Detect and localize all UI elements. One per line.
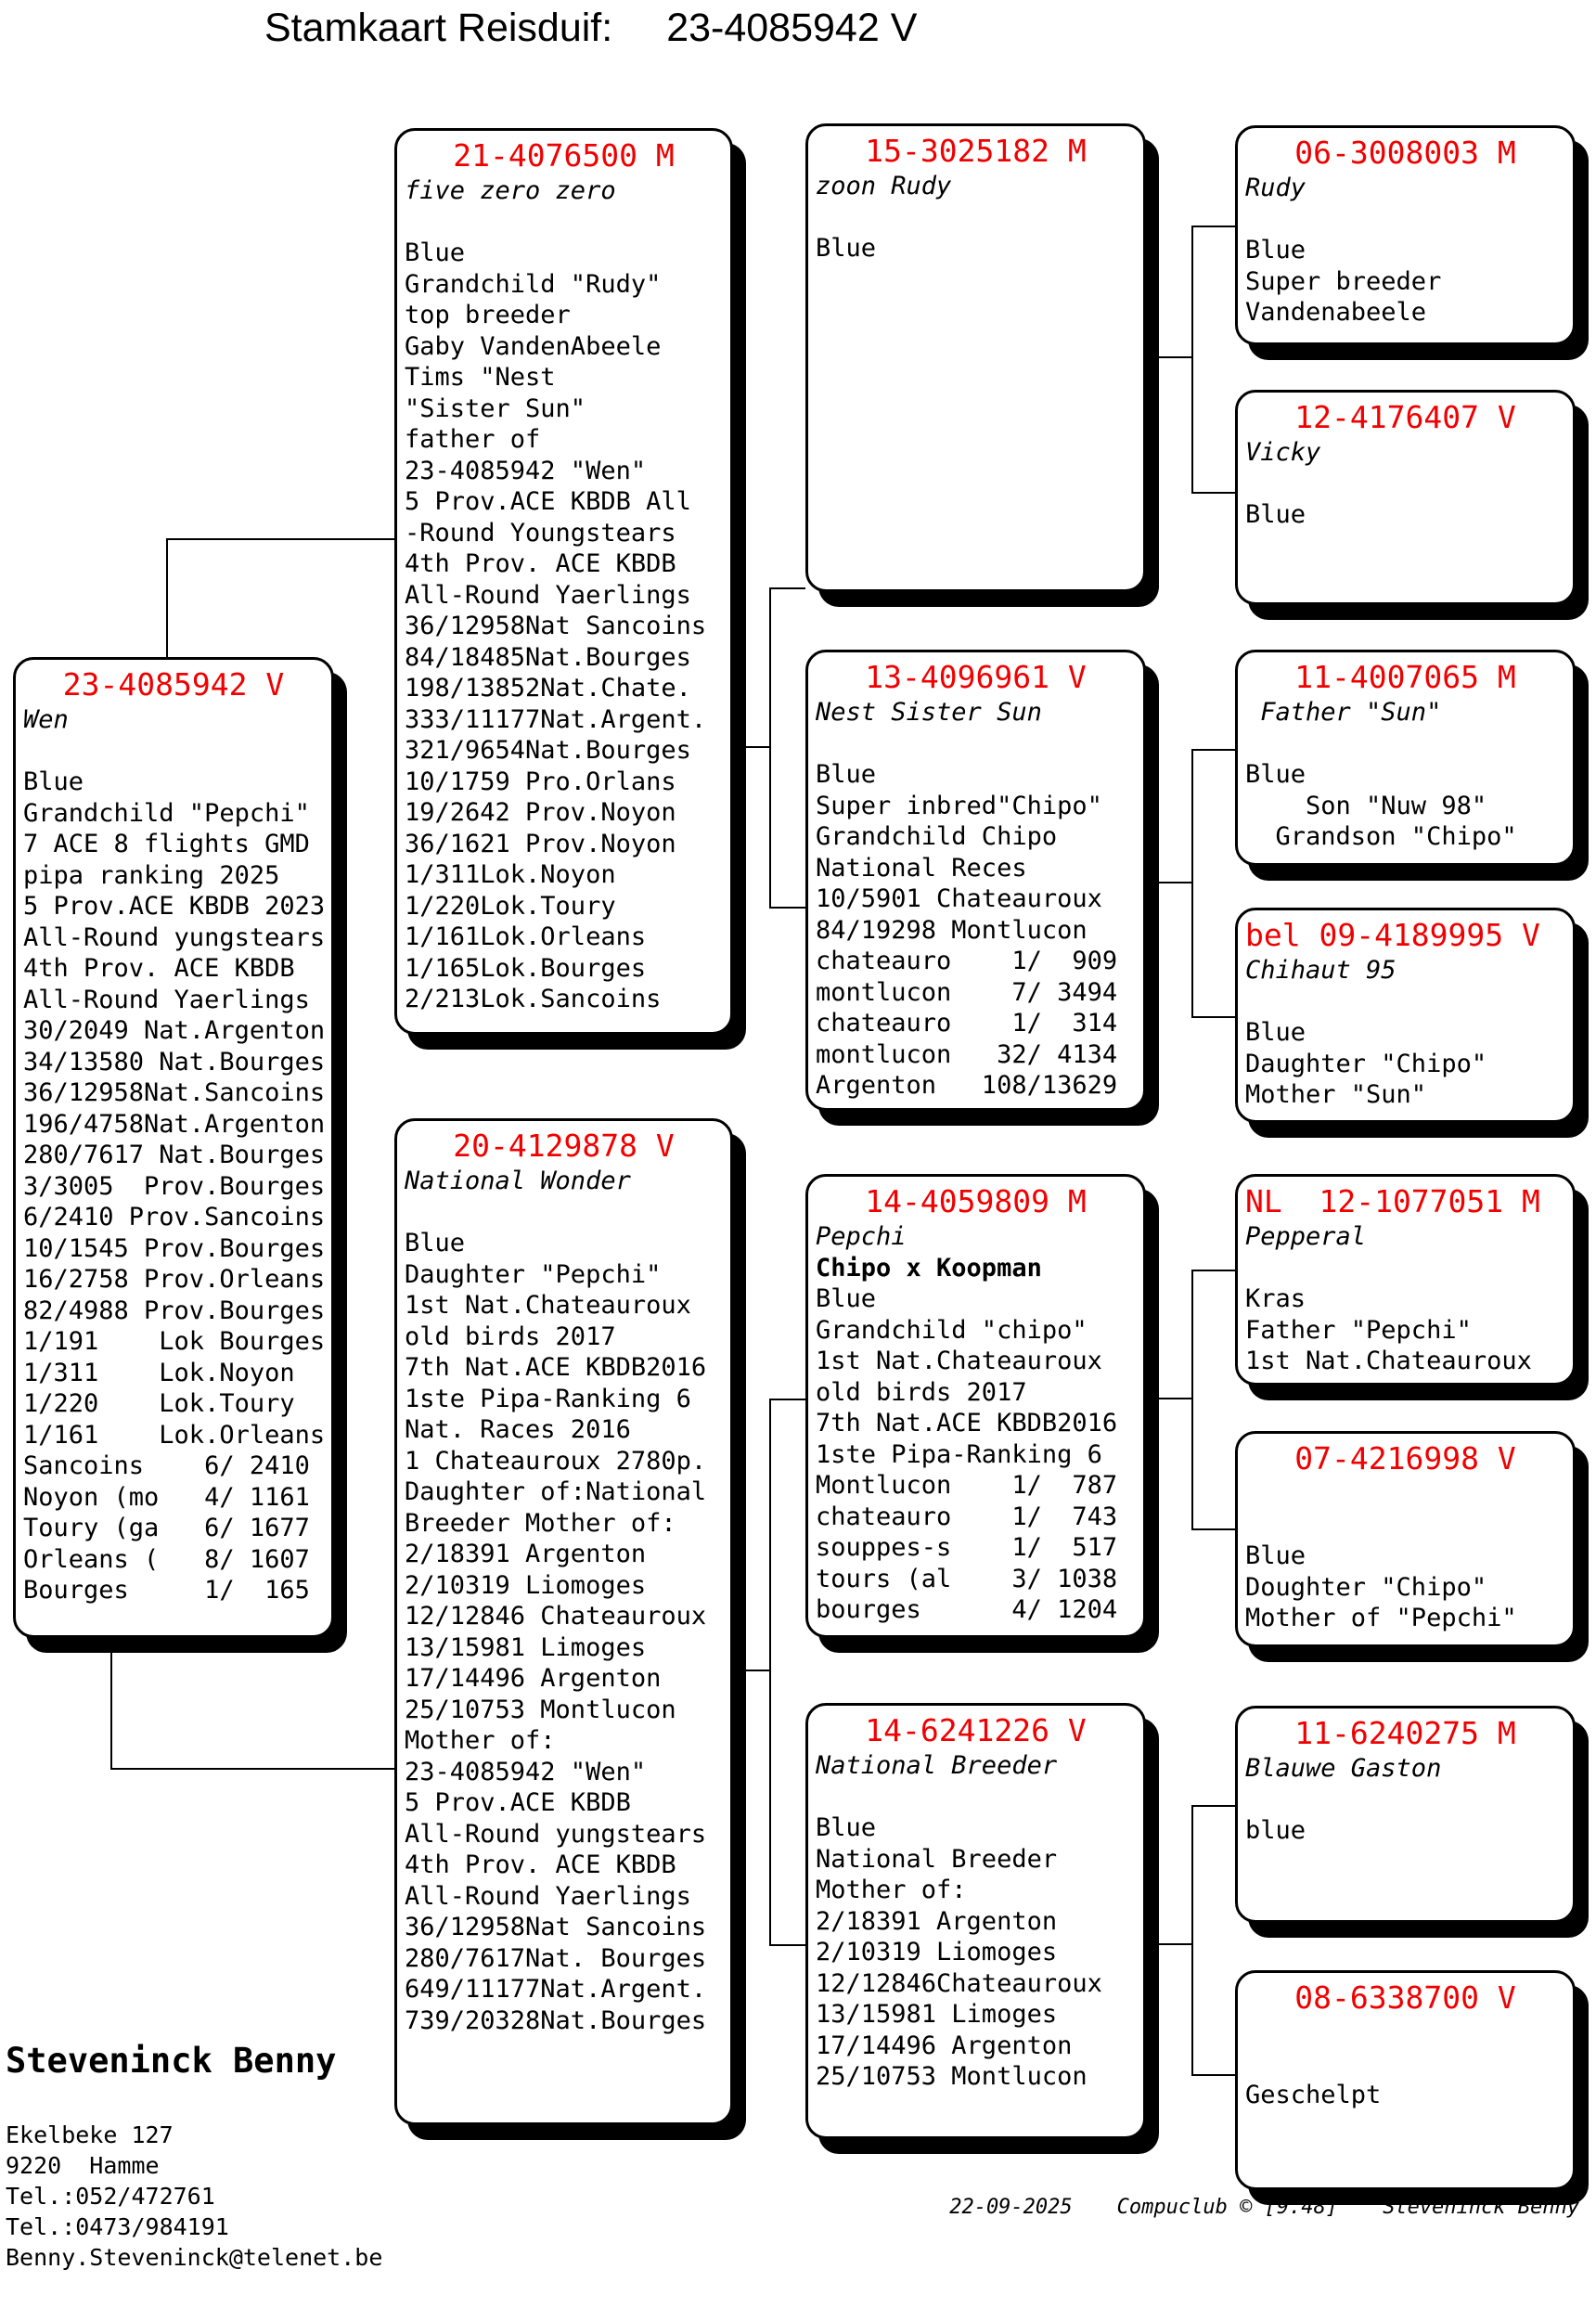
ring-number: 12-4176407 V	[1294, 399, 1516, 435]
info-line: Grandchild "Pepchi"	[23, 798, 310, 828]
info-line: 84/18485Nat.Bourges	[405, 642, 691, 672]
connector-line	[1191, 1270, 1235, 1271]
info-line: 649/11177Nat.Argent.	[405, 1975, 707, 2004]
connector-line	[1191, 226, 1235, 227]
info-line	[405, 207, 723, 239]
info-line: 280/7617Nat. Bourges	[405, 1943, 707, 1973]
owner-name: Steveninck Benny	[6, 2041, 337, 2081]
info-line: Grandchild "Rudy"	[405, 269, 662, 299]
info-line: montlucon 7/ 3494	[816, 977, 1118, 1007]
info-line: Mother of:	[405, 1726, 556, 1755]
info-line: 17/14496 Argenton	[405, 1664, 662, 1693]
pedigree-box-b14b	[805, 1703, 1146, 2139]
ring-number: 14-6241226 V	[865, 1712, 1087, 1748]
info-line: 5 Prov.ACE KBDB All	[405, 487, 691, 516]
info-line: Daughter "Pepchi"	[405, 1259, 662, 1289]
info-line: Blue	[1245, 1018, 1306, 1047]
info-line: All-Round yungstears	[23, 922, 326, 952]
info-line: 30/2049 Nat.Argenton	[23, 1016, 326, 1045]
page-title	[264, 6, 917, 51]
info-line: -Round Youngstears	[405, 518, 676, 548]
info-line: Tims "Nest	[405, 363, 556, 392]
pigeon-name: Pepchi	[816, 1222, 907, 1251]
info-line	[816, 729, 1136, 760]
info-line: pipa ranking 2025	[23, 860, 280, 890]
info-line: 321/9654Nat.Bourges	[405, 736, 691, 765]
info-line: 4th Prov. ACE KBDB	[23, 954, 295, 983]
ring-number: 15-3025182 M	[865, 133, 1087, 169]
connector-line	[1191, 1528, 1235, 1530]
title-ring-number: 23-4085942 V	[666, 6, 918, 50]
pedigree-box-b20	[394, 1118, 733, 2125]
info-line	[1245, 2049, 1565, 2081]
pigeon-name	[1245, 1478, 1565, 1510]
connector-line	[1146, 1943, 1192, 1945]
info-line: 25/10753 Montlucon	[405, 1695, 676, 1724]
info-line: 2/10319 Liomoges	[405, 1570, 647, 1600]
info-line: 1/165Lok.Bourges	[405, 953, 647, 983]
pedigree-box-b11b	[1235, 1706, 1576, 1923]
pedigree-box-b08	[1235, 1970, 1576, 2190]
info-line: Noyon (mo 4/ 1161	[23, 1482, 310, 1512]
pedigree-box-b14a	[805, 1174, 1146, 1638]
info-line: 17/14496 Argenton	[816, 2031, 1073, 2060]
connector-line	[733, 1670, 770, 1671]
pigeon-name: National Wonder	[405, 1167, 631, 1195]
connector-line	[769, 587, 805, 589]
info-line: Blue	[816, 1284, 877, 1313]
info-line: 1/161 Lok.Orleans	[23, 1420, 326, 1450]
info-line: Orleans ( 8/ 1607	[23, 1544, 310, 1574]
info-line	[1245, 204, 1565, 236]
pigeon-name: Blauwe Gaston	[1245, 1754, 1442, 1783]
info-line: 1ste Pipa-Ranking 6	[405, 1384, 691, 1413]
info-line: old birds 2017	[816, 1377, 1027, 1407]
connector-line	[1191, 1270, 1193, 1530]
info-line: 23-4085942 "Wen"	[405, 1757, 647, 1786]
pedigree-box-b09	[1235, 908, 1576, 1123]
info-line: 198/13852Nat.Chate.	[405, 674, 691, 703]
pedigree-box-b21	[394, 128, 733, 1035]
pedigree-box-b07	[1235, 1431, 1576, 1647]
connector-line	[1191, 226, 1193, 494]
pedigree-box-b11	[1235, 650, 1576, 866]
info-line: souppes-s 1/ 517	[816, 1533, 1118, 1562]
info-line	[405, 1197, 723, 1229]
info-line: 1/220Lok.Toury	[405, 891, 616, 921]
info-line: Father "Pepchi"	[1245, 1315, 1472, 1345]
info-line: Grandson "Chipo"	[1245, 822, 1517, 851]
connector-line	[769, 1399, 805, 1400]
info-line: Blue	[816, 234, 877, 263]
info-line: Grandchild Chipo	[816, 822, 1058, 851]
pedigree-box-b23	[13, 657, 334, 1638]
owner-address-line: Benny.Steveninck@telenet.be	[6, 2244, 383, 2271]
info-line: Blue	[405, 1229, 466, 1257]
connector-line	[769, 587, 771, 909]
connector-line	[110, 1636, 112, 1770]
info-line: Blue	[816, 760, 877, 789]
info-line: Toury (ga 6/ 1677	[23, 1514, 310, 1542]
info-line: Mother of:	[816, 1876, 967, 1904]
info-line	[1245, 729, 1565, 760]
info-line: National Reces	[816, 853, 1027, 883]
info-line: 1st Nat.Chateauroux	[816, 1347, 1102, 1375]
pedigree-box-b06	[1235, 125, 1576, 345]
pedigree-box-b13	[805, 650, 1146, 1111]
connector-line	[733, 746, 770, 748]
info-line: father of	[405, 425, 541, 454]
ring-number: 06-3008003 M	[1294, 135, 1516, 171]
info-line: All-Round Yaerlings	[405, 580, 691, 610]
info-line: chateauro 1/ 743	[816, 1502, 1118, 1531]
owner-address-line: Ekelbeke 127	[6, 2121, 174, 2148]
pigeon-subname: Chipo x Koopman	[816, 1253, 1042, 1283]
connector-line	[166, 538, 394, 540]
ring-number: 07-4216998 V	[1294, 1440, 1516, 1476]
info-line: montlucon 32/ 4134	[816, 1039, 1118, 1069]
info-line: Grandchild "chipo"	[816, 1315, 1088, 1345]
info-line: 2/10319 Liomoges	[816, 1938, 1058, 1966]
info-line: 1st Nat.Chateauroux	[1245, 1347, 1532, 1375]
info-line: Blue	[1245, 500, 1306, 529]
info-line: 36/12958Nat.Sancoins	[23, 1078, 326, 1107]
info-line: 280/7617 Nat.Bourges	[23, 1141, 326, 1169]
info-line	[1245, 1253, 1565, 1284]
info-line: 1ste Pipa-Ranking 6	[816, 1439, 1102, 1469]
info-line: All-Round Yaerlings	[23, 985, 310, 1014]
pigeon-name: zoon Rudy	[816, 172, 952, 200]
info-line: tours (al 3/ 1038	[816, 1564, 1118, 1593]
info-line: 1/311Lok.Noyon	[405, 860, 616, 889]
info-line: All-Round Yaerlings	[405, 1881, 691, 1911]
connector-line	[1191, 749, 1235, 751]
pedigree-box-b15	[805, 123, 1146, 592]
info-line	[1245, 469, 1565, 500]
info-line	[23, 736, 324, 767]
info-line: Blue	[816, 1813, 877, 1842]
ring-number: 23-4085942 V	[62, 666, 285, 703]
info-line: 10/5901 Chateauroux	[816, 884, 1102, 913]
footer-app-version: Compuclub © [9.48]	[1116, 2196, 1339, 2219]
info-line: 23-4085942 "Wen"	[405, 456, 647, 485]
info-line	[816, 1782, 1136, 1813]
info-line: Blue	[23, 767, 84, 796]
ring-number: NL 12-1077051 M	[1245, 1183, 1540, 1219]
info-line: chateauro 1/ 909	[816, 947, 1118, 975]
pedigree-box-b12	[1235, 390, 1576, 605]
owner-address-line: Tel.:052/472761	[6, 2183, 215, 2210]
info-line: Super breeder	[1245, 266, 1442, 296]
info-line: Gaby VandenAbeele	[405, 331, 662, 361]
ring-number: 11-4007065 M	[1294, 659, 1516, 695]
connector-line	[1146, 1398, 1192, 1399]
pigeon-name: Pepperal	[1245, 1222, 1367, 1251]
info-line: 36/12958Nat Sancoins	[405, 612, 707, 640]
info-line: 13/15981 Limoges	[816, 2000, 1058, 2029]
info-line: Blue	[1245, 1541, 1306, 1570]
info-line: 4th Prov. ACE KBDB	[405, 1850, 676, 1879]
ring-number: 21-4076500 M	[453, 137, 675, 174]
connector-line	[1191, 1016, 1235, 1018]
info-line: 739/20328Nat.Bourges	[405, 2005, 707, 2035]
pedigree-box-bNL12	[1235, 1174, 1576, 1386]
owner-block	[6, 2003, 382, 2308]
connector-line	[1191, 749, 1193, 1018]
info-line: top breeder	[405, 301, 571, 329]
info-line: Son "Nuw 98"	[1245, 791, 1487, 820]
info-line: Vandenabeele	[1245, 298, 1427, 327]
connector-line	[110, 1768, 394, 1770]
info-line: Argenton 108/13629	[816, 1071, 1118, 1100]
info-line: Blue	[1245, 760, 1306, 789]
info-line: 16/2758 Prov.Orleans	[23, 1265, 326, 1294]
info-line: 19/2642 Prov.Noyon	[405, 798, 676, 827]
info-line: Blue	[405, 239, 466, 267]
pigeon-name: Chihaut 95	[1245, 956, 1396, 985]
info-line: 333/11177Nat.Argent.	[405, 704, 707, 734]
info-line: 82/4988 Prov.Bourges	[23, 1296, 326, 1325]
info-line: "Sister Sun"	[405, 393, 586, 423]
info-line: 3/3005 Prov.Bourges	[23, 1171, 326, 1201]
pigeon-name: five zero zero	[405, 176, 616, 205]
connector-line	[1191, 492, 1235, 494]
info-line	[1245, 986, 1565, 1018]
info-line: 5 Prov.ACE KBDB 2023	[23, 892, 326, 921]
connector-line	[166, 538, 168, 661]
pigeon-name: Wen	[23, 705, 69, 734]
owner-address-line: Tel.:0473/984191	[6, 2213, 229, 2240]
info-line: 13/15981 Limoges	[405, 1632, 647, 1662]
info-line: blue	[1245, 1816, 1306, 1845]
info-line: Geschelpt	[1245, 2081, 1382, 2109]
info-line: 1st Nat.Chateauroux	[405, 1291, 691, 1320]
info-line: Kras	[1245, 1284, 1306, 1313]
ring-number: 11-6240275 M	[1294, 1715, 1516, 1751]
info-line: 7th Nat.ACE KBDB2016	[405, 1353, 707, 1382]
info-line: All-Round yungstears	[405, 1819, 707, 1849]
info-line: Nat. Races 2016	[405, 1415, 631, 1444]
info-line	[1245, 1785, 1565, 1816]
info-line: 1 Chateauroux 2780p.	[405, 1446, 707, 1476]
ring-number: 14-4059809 M	[865, 1183, 1087, 1219]
pigeon-name: Father "Sun"	[1245, 698, 1442, 727]
info-line: 25/10753 Montlucon	[816, 2062, 1088, 2091]
connector-line	[1191, 1805, 1193, 2076]
info-line: Mother "Sun"	[1245, 1080, 1427, 1109]
info-line: Sancoins 6/ 2410	[23, 1451, 310, 1480]
info-line: 1/191 Lok Bourges	[23, 1327, 326, 1356]
connector-line	[769, 1399, 771, 1946]
pigeon-name: National Breeder	[816, 1751, 1058, 1780]
ring-number: 20-4129878 V	[453, 1128, 675, 1164]
info-line: Super inbred"Chipo"	[816, 791, 1102, 820]
info-line: 34/13580 Nat.Bourges	[23, 1047, 326, 1077]
info-line: 12/12846 Chateauroux	[405, 1602, 707, 1631]
info-line: Daughter of:National	[405, 1477, 707, 1506]
info-line: 1/311 Lok.Noyon	[23, 1358, 295, 1387]
info-line: Montlucon 1/ 787	[816, 1471, 1118, 1500]
info-line	[1245, 1510, 1565, 1541]
info-line: old birds 2017	[405, 1322, 616, 1351]
info-line: Mother of "Pepchi"	[1245, 1604, 1517, 1632]
footer	[949, 2196, 1579, 2219]
info-line: 10/1759 Pro.Orlans	[405, 767, 676, 796]
pigeon-name: Vicky	[1245, 438, 1321, 467]
info-line: 1/220 Lok.Toury	[23, 1389, 295, 1418]
info-line: 5 Prov.ACE KBDB	[405, 1788, 631, 1817]
info-line: Blue	[1245, 236, 1306, 264]
info-line: 2/18391 Argenton	[405, 1540, 647, 1568]
ring-number: 08-6338700 V	[1294, 1979, 1516, 2016]
info-line: Bourges 1/ 165	[23, 1576, 310, 1605]
connector-line	[1191, 2074, 1235, 2076]
info-line: bourges 4/ 1204	[816, 1595, 1118, 1624]
connector-line	[769, 1944, 805, 1946]
info-line: 4th Prov. ACE KBDB	[405, 549, 676, 578]
connector-line	[1146, 356, 1192, 358]
info-line: National Breeder	[816, 1844, 1058, 1874]
info-line: 36/1621 Prov.Noyon	[405, 829, 676, 858]
info-line: 12/12846Chateauroux	[816, 1968, 1102, 1998]
pigeon-name: Rudy	[1245, 174, 1306, 202]
connector-line	[1191, 1805, 1235, 1807]
pigeon-name	[1245, 2018, 1565, 2049]
connector-line	[769, 907, 805, 909]
info-line: 1/161Lok.Orleans	[405, 922, 647, 951]
info-line: 196/4758Nat.Argenton	[23, 1109, 326, 1139]
footer-date: 22-09-2025	[949, 2196, 1073, 2219]
info-line: 7th Nat.ACE KBDB2016	[816, 1409, 1118, 1438]
title-label: Stamkaart Reisduif:	[264, 6, 613, 50]
info-line: 36/12958Nat Sancoins	[405, 1913, 707, 1941]
owner-address-line: 9220 Hamme	[6, 2152, 160, 2179]
ring-number: bel 09-4189995 V	[1245, 917, 1540, 953]
info-line: 2/213Lok.Sancoins	[405, 985, 662, 1013]
info-line: 10/1545 Prov.Bourges	[23, 1233, 326, 1263]
info-line: 6/2410 Prov.Sancoins	[23, 1203, 326, 1231]
info-line: 2/18391 Argenton	[816, 1906, 1058, 1936]
ring-number: 13-4096961 V	[865, 659, 1087, 695]
info-line: Breeder Mother of:	[405, 1508, 676, 1538]
info-line: chateauro 1/ 314	[816, 1009, 1118, 1038]
info-line	[816, 202, 1136, 234]
connector-line	[1146, 882, 1192, 883]
info-line: Daughter "Chipo"	[1245, 1049, 1487, 1078]
info-line: Doughter "Chipo"	[1245, 1572, 1487, 1602]
footer-owner: Steveninck Benny	[1383, 2196, 1579, 2219]
info-line: 84/19298 Montlucon	[816, 915, 1088, 945]
info-line: 7 ACE 8 flights GMD	[23, 830, 310, 858]
pigeon-name: Nest Sister Sun	[816, 698, 1042, 727]
